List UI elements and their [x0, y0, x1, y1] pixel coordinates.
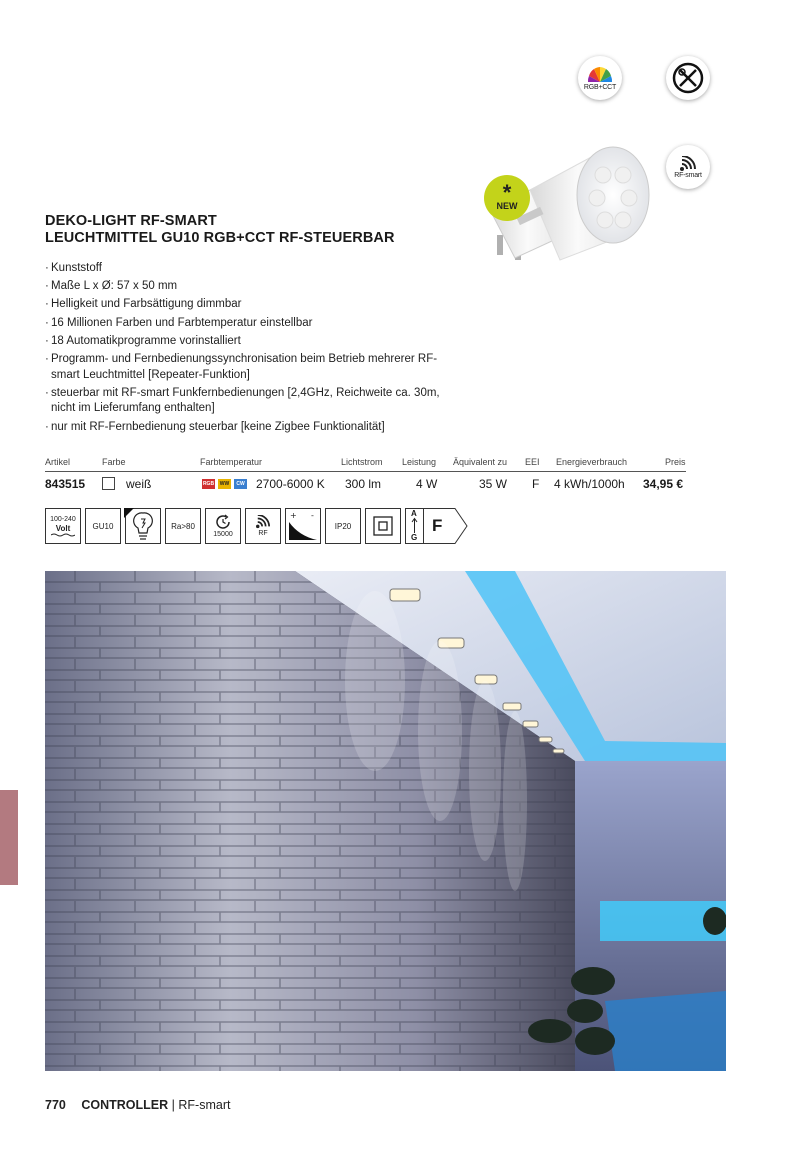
section-name: CONTROLLER — [81, 1098, 169, 1112]
feature-item: · 16 Millionen Farben und Farbtemperatur einstellbar — [45, 316, 465, 332]
spec-header-row — [45, 454, 686, 470]
new-label: NEW — [496, 201, 518, 211]
room-photo — [45, 571, 726, 1071]
cell-artikel: 843515 — [45, 477, 86, 491]
cell-preis: 34,95 € — [643, 477, 684, 491]
header-energie: Energieverbrauch — [556, 457, 628, 467]
page-number: 770 — [45, 1098, 66, 1112]
dimming-curve-icon — [287, 510, 319, 542]
product-title — [45, 213, 395, 247]
cell-energie: 4 kWh/1000h — [554, 477, 625, 491]
dimming-curve-symbol — [285, 508, 321, 544]
subsection-name: RF-smart — [178, 1098, 231, 1112]
table-divider — [45, 471, 686, 472]
color-swatch-white — [102, 477, 115, 490]
rf-smart-icon — [666, 145, 710, 189]
title-line-1: DEKO-LIGHT RF-SMART — [45, 213, 217, 229]
rgb-cct-icon — [578, 56, 622, 100]
spec-table — [45, 454, 686, 490]
energy-label — [405, 508, 465, 544]
lifetime-hours: 15000 — [213, 530, 233, 538]
star-icon: * — [502, 180, 512, 205]
rf-smart-label: RF-smart — [674, 171, 702, 179]
cell-leistung: 4 W — [416, 477, 438, 491]
rf-label: RF — [258, 529, 268, 537]
feature-item: · 18 Automatikprogramme vorinstalliert — [45, 334, 465, 350]
energy-class-value: F — [432, 516, 443, 535]
cell-farbtemperatur: 2700-6000 K — [256, 477, 325, 491]
cri-label: Ra>80 — [171, 521, 195, 531]
rf-signal-icon — [254, 515, 272, 529]
rgb-badge: RGB — [202, 481, 215, 487]
wireless-signal-icon — [678, 156, 698, 172]
svg-text:-: - — [311, 511, 314, 520]
dimmable-symbol — [125, 508, 161, 544]
header-lichtstrom: Lichtstrom — [341, 457, 383, 467]
header-artikel: Artikel — [45, 457, 71, 467]
color-wheel-icon — [587, 66, 613, 84]
feature-item: · steuerbar mit RF-smart Funkfernbedienungen [2,4GHz, Reichweite ca. 30m, nicht im Lieferumfang enthalten] — [45, 386, 465, 417]
header-eei: EEI — [525, 457, 540, 467]
cell-eei: F — [532, 477, 540, 491]
energy-class-top: A — [411, 509, 417, 518]
header-farbtemperatur: Farbtemperatur — [200, 457, 263, 467]
ip-label: IP20 — [334, 521, 352, 531]
feature-item: · Programm- und Fernbedienungssynchronisation beim Betrieb mehrerer RF-smart Leuchtmittel [Repeater-Funktion] — [45, 352, 465, 383]
voltage-range: 100-240 — [50, 516, 76, 523]
cell-lichtstrom: 300 lm — [345, 477, 382, 491]
color-temperature-badges — [202, 479, 247, 489]
title-line-2: LEUCHTMITTEL GU10 RGB+CCT RF-STEUERBAR — [45, 230, 395, 246]
header-leistung: Leistung — [402, 457, 437, 467]
voltage-symbol — [45, 508, 81, 544]
certification-symbols — [45, 508, 465, 544]
ww-badge: WW — [219, 481, 230, 487]
feature-item: · Kunststoff — [45, 261, 465, 277]
new-badge — [484, 175, 530, 221]
clock-icon — [215, 514, 231, 530]
no-tools-icon — [666, 56, 710, 100]
crossed-tools-icon — [671, 61, 705, 95]
feature-item: · nur mit RF-Fernbedienung steuerbar [keine Zigbee Funktionalität] — [45, 420, 465, 436]
header-preis: Preis — [665, 457, 686, 467]
double-square-icon — [373, 516, 393, 536]
ip-rating-symbol — [325, 508, 361, 544]
chapter-tab — [0, 790, 18, 885]
corner-triangle-icon — [124, 508, 134, 518]
rgb-cct-label: RGB+CCT — [583, 83, 617, 91]
feature-item: · Helligkeit und Farbsättigung dimmbar — [45, 297, 465, 313]
ac-wave-icon — [51, 533, 75, 537]
cw-badge: CW — [234, 479, 247, 489]
svg-text:+: + — [290, 511, 297, 520]
rf-symbol — [245, 508, 281, 544]
table-row — [45, 474, 686, 494]
lifetime-symbol — [205, 508, 241, 544]
page-footer — [45, 1098, 230, 1112]
protection-class-symbol — [365, 508, 401, 544]
feature-list — [45, 261, 465, 438]
cell-farbe: weiß — [126, 477, 152, 491]
bulb-icon — [132, 511, 154, 541]
footer-separator: | — [171, 1098, 175, 1112]
header-farbe: Farbe — [102, 457, 126, 467]
energy-class-bottom: G — [411, 533, 418, 542]
cri-symbol — [165, 508, 201, 544]
socket-label: GU10 — [92, 521, 114, 531]
socket-symbol — [85, 508, 121, 544]
cell-aequivalent: 35 W — [479, 477, 508, 491]
feature-item: · Maße L x Ø: 57 x 50 mm — [45, 279, 465, 295]
voltage-unit: Volt — [55, 524, 71, 533]
header-aequivalent: Äquivalent zu — [453, 457, 508, 467]
